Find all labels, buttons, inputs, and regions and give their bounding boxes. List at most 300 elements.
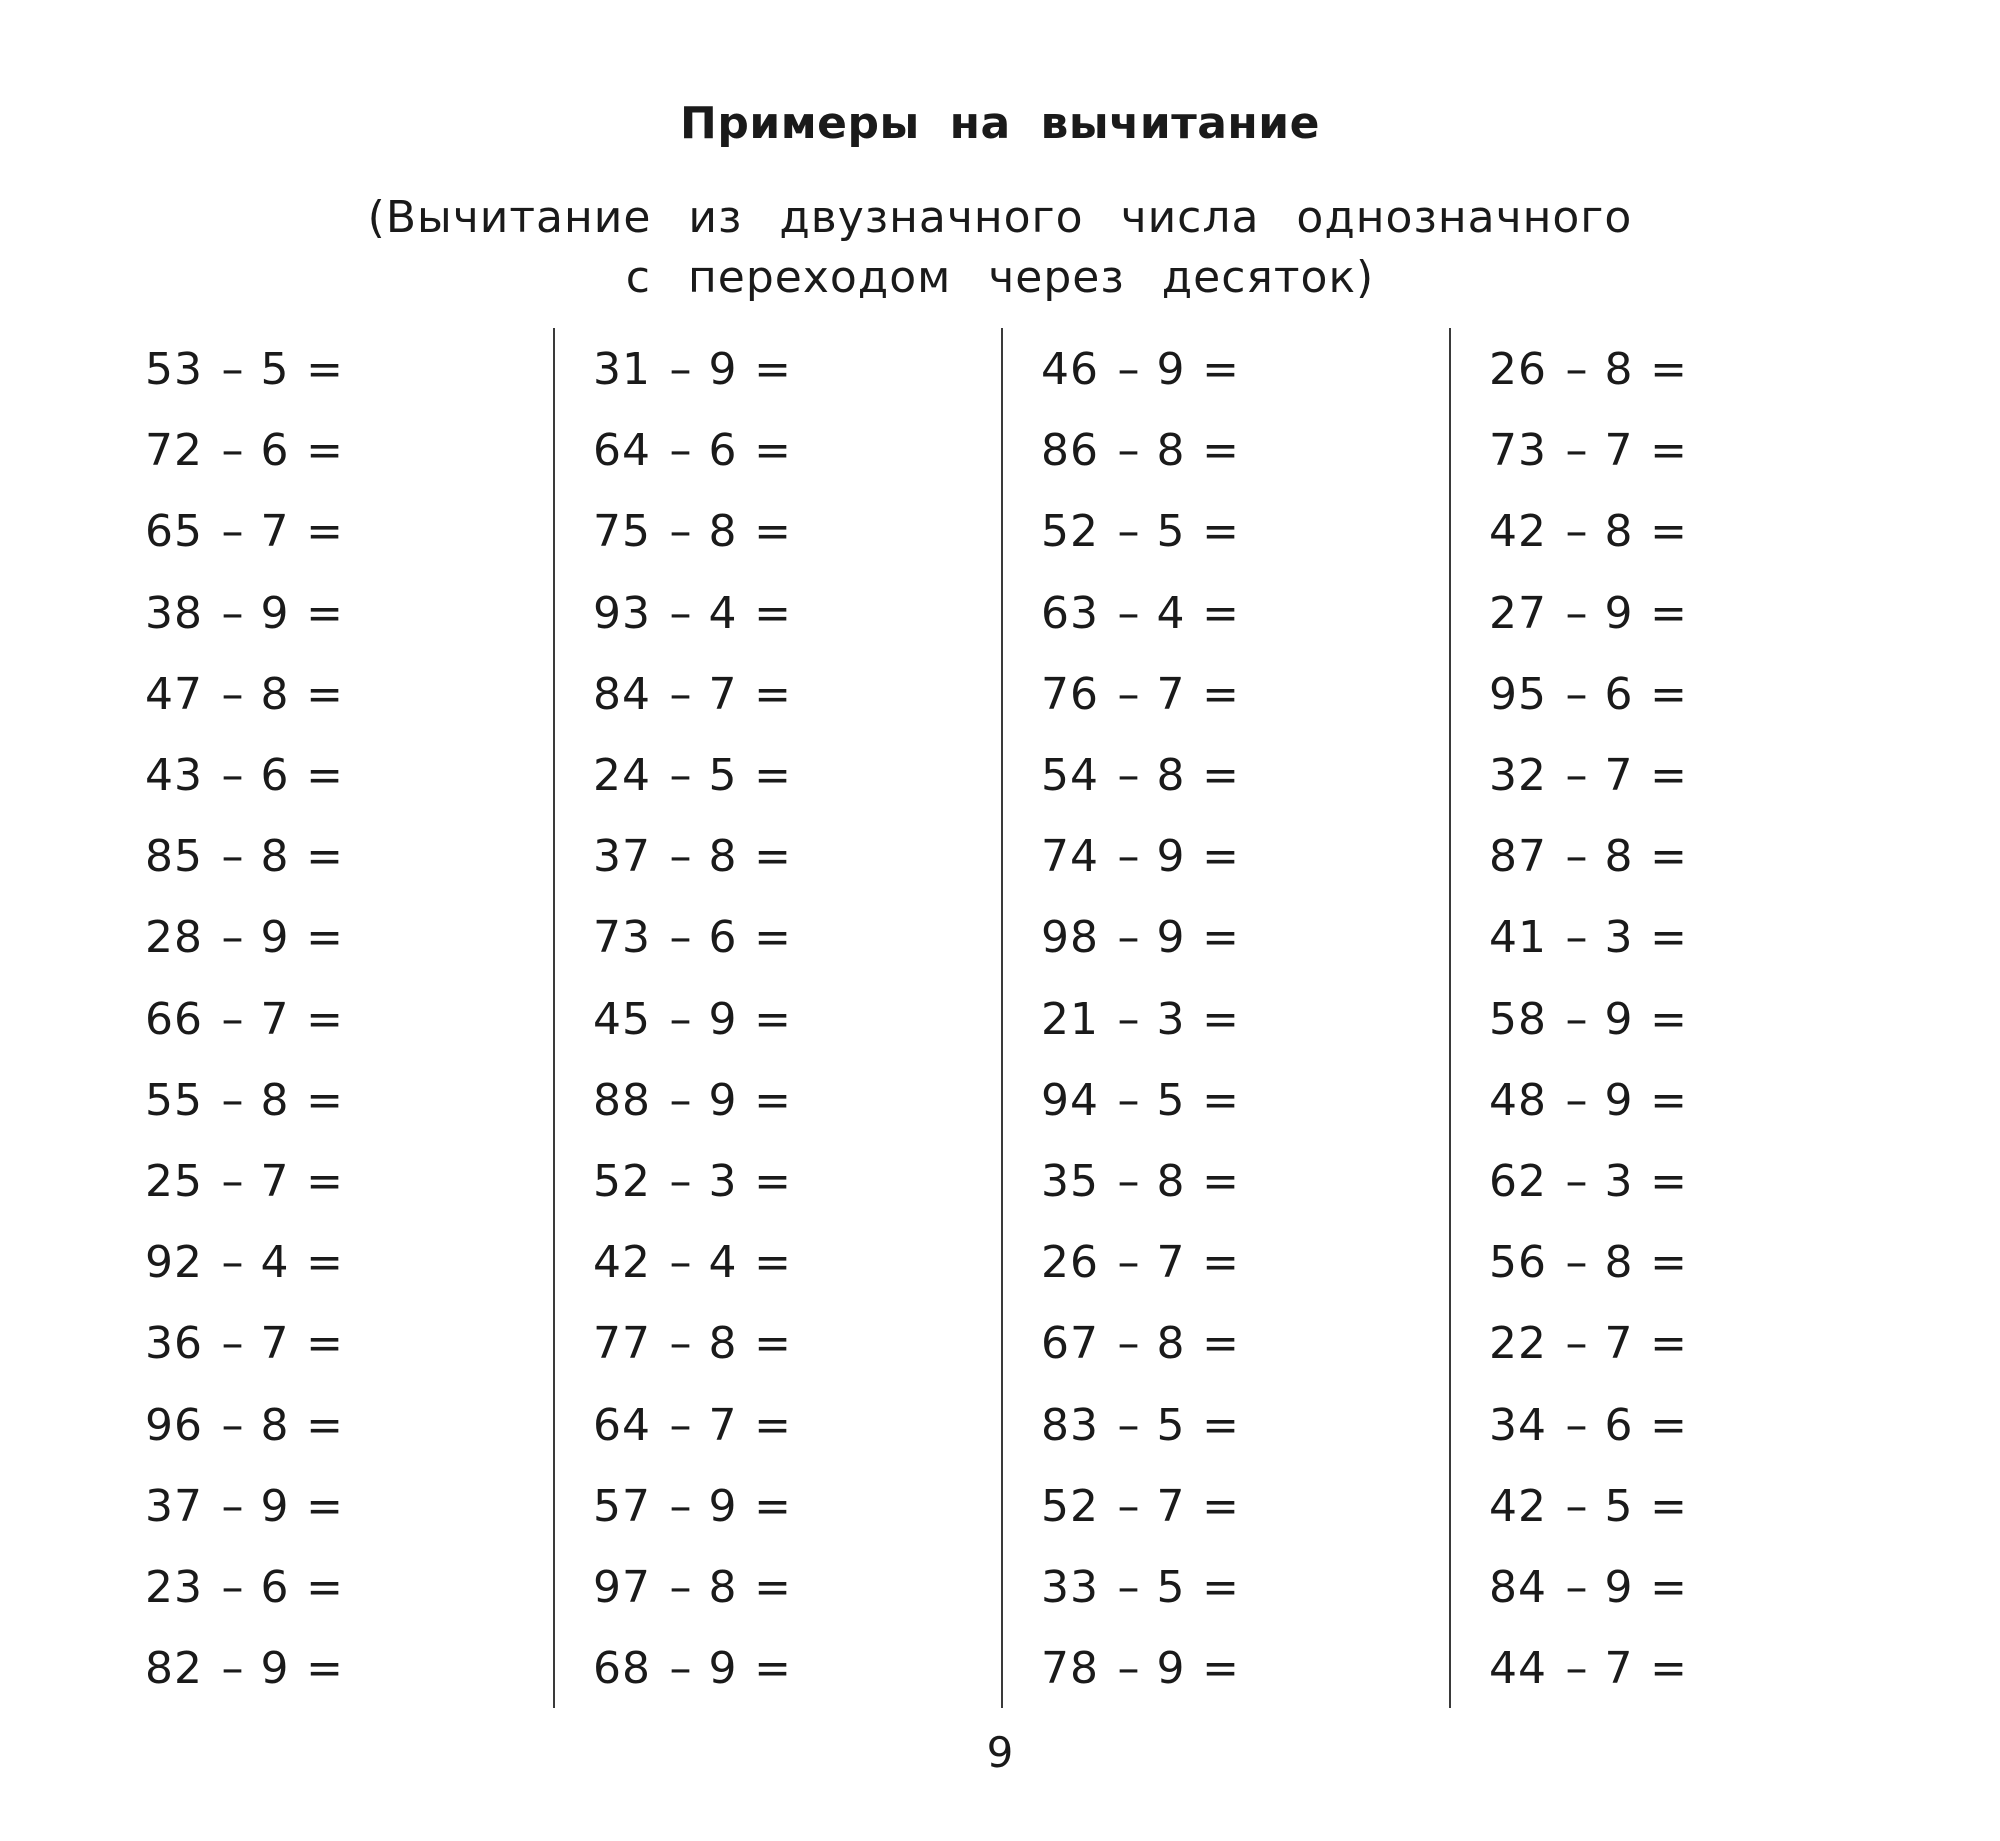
equals-sign: = bbox=[1202, 668, 1240, 720]
minuend: 64 bbox=[593, 425, 651, 477]
subtrahend: 5 bbox=[1156, 1399, 1186, 1451]
minuend: 21 bbox=[1041, 993, 1099, 1045]
minus-sign: – bbox=[1565, 587, 1589, 639]
equals-sign: = bbox=[1650, 912, 1688, 964]
minuend: 52 bbox=[1041, 1480, 1099, 1532]
subtrahend: 7 bbox=[1156, 1237, 1186, 1289]
exercise-item bbox=[1489, 1639, 1699, 1699]
minus-sign: – bbox=[221, 1074, 245, 1126]
exercise-item bbox=[1489, 827, 1699, 887]
minus-sign: – bbox=[1565, 344, 1589, 395]
subtrahend: 5 bbox=[1604, 1480, 1634, 1532]
subtrahend: 8 bbox=[1156, 425, 1186, 477]
exercise-item bbox=[1041, 1233, 1251, 1293]
equals-sign: = bbox=[1202, 425, 1240, 477]
subtrahend: 6 bbox=[1604, 668, 1634, 720]
minuend: 32 bbox=[1489, 750, 1547, 801]
minus-sign: – bbox=[669, 668, 693, 720]
minuend: 42 bbox=[1489, 1480, 1547, 1532]
subtrahend: 9 bbox=[260, 1480, 290, 1532]
subtrahend: 3 bbox=[1604, 912, 1634, 964]
minuend: 43 bbox=[145, 750, 203, 801]
minus-sign: – bbox=[1565, 1074, 1589, 1126]
subtrahend: 7 bbox=[1604, 1643, 1634, 1695]
subtrahend: 8 bbox=[708, 1318, 738, 1370]
page-number: 9 bbox=[986, 1728, 1014, 1777]
exercise-item bbox=[145, 1314, 355, 1374]
equals-sign: = bbox=[1650, 1237, 1688, 1289]
subtrahend: 5 bbox=[1156, 1074, 1186, 1126]
equals-sign: = bbox=[754, 668, 792, 720]
minuend: 84 bbox=[593, 668, 651, 720]
equals-sign: = bbox=[306, 506, 344, 558]
subtrahend: 9 bbox=[708, 344, 738, 395]
subtrahend: 7 bbox=[1604, 1318, 1634, 1370]
exercise-item bbox=[593, 584, 803, 644]
minus-sign: – bbox=[669, 1318, 693, 1370]
exercise-item bbox=[1489, 1071, 1699, 1131]
minuend: 73 bbox=[1489, 425, 1547, 477]
minus-sign: – bbox=[1565, 912, 1589, 964]
minuend: 94 bbox=[1041, 1074, 1099, 1126]
minuend: 52 bbox=[593, 1156, 651, 1207]
minus-sign: – bbox=[669, 912, 693, 964]
exercise-item bbox=[145, 990, 355, 1050]
exercise-item bbox=[1041, 1314, 1251, 1374]
exercise-item bbox=[1489, 1396, 1699, 1456]
minus-sign: – bbox=[669, 344, 693, 395]
minuend: 62 bbox=[1489, 1156, 1547, 1207]
subtrahend: 9 bbox=[1604, 993, 1634, 1045]
exercise-item bbox=[1489, 502, 1699, 562]
minuend: 37 bbox=[593, 831, 651, 883]
equals-sign: = bbox=[306, 1237, 344, 1289]
column-divider bbox=[553, 328, 555, 1708]
minus-sign: – bbox=[669, 1643, 693, 1695]
subtrahend: 7 bbox=[1604, 750, 1634, 801]
minus-sign: – bbox=[1565, 1562, 1589, 1613]
subtrahend: 7 bbox=[708, 1399, 738, 1451]
subtrahend: 8 bbox=[260, 831, 290, 883]
minuend: 42 bbox=[1489, 506, 1547, 558]
equals-sign: = bbox=[306, 1643, 344, 1695]
subtrahend: 9 bbox=[260, 587, 290, 639]
subtrahend: 8 bbox=[708, 1562, 738, 1613]
subtrahend: 9 bbox=[1604, 1074, 1634, 1126]
minuend: 88 bbox=[593, 1074, 651, 1126]
minuend: 67 bbox=[1041, 1318, 1099, 1370]
minuend: 82 bbox=[145, 1643, 203, 1695]
subtrahend: 9 bbox=[1604, 1562, 1634, 1613]
minuend: 34 bbox=[1489, 1399, 1547, 1451]
equals-sign: = bbox=[754, 1399, 792, 1451]
minuend: 26 bbox=[1041, 1237, 1099, 1289]
subtrahend: 6 bbox=[1604, 1399, 1634, 1451]
minus-sign: – bbox=[1117, 1399, 1141, 1451]
exercise-item bbox=[145, 908, 355, 968]
equals-sign: = bbox=[1650, 1074, 1688, 1126]
minuend: 76 bbox=[1041, 668, 1099, 720]
equals-sign: = bbox=[754, 912, 792, 964]
column-divider bbox=[1001, 328, 1003, 1708]
equals-sign: = bbox=[1202, 1237, 1240, 1289]
subtrahend: 8 bbox=[1604, 831, 1634, 883]
minus-sign: – bbox=[1117, 668, 1141, 720]
equals-sign: = bbox=[1650, 1643, 1688, 1695]
subtrahend: 4 bbox=[708, 587, 738, 639]
minuend: 68 bbox=[593, 1643, 651, 1695]
equals-sign: = bbox=[1650, 425, 1688, 477]
subtitle-line-2: с переходом через десяток) bbox=[625, 252, 1375, 303]
equals-sign: = bbox=[306, 750, 344, 801]
exercise-item bbox=[145, 1396, 355, 1456]
exercise-grid bbox=[0, 340, 2000, 1710]
minuend: 44 bbox=[1489, 1643, 1547, 1695]
minus-sign: – bbox=[1117, 506, 1141, 558]
subtrahend: 5 bbox=[708, 750, 738, 801]
subtrahend: 9 bbox=[708, 1643, 738, 1695]
minuend: 28 bbox=[145, 912, 203, 964]
equals-sign: = bbox=[1202, 993, 1240, 1045]
minus-sign: – bbox=[1117, 1562, 1141, 1613]
exercise-item bbox=[593, 908, 803, 968]
minuend: 37 bbox=[145, 1480, 203, 1532]
equals-sign: = bbox=[306, 1156, 344, 1207]
minus-sign: – bbox=[221, 1399, 245, 1451]
equals-sign: = bbox=[1650, 587, 1688, 639]
minus-sign: – bbox=[1117, 1643, 1141, 1695]
exercise-item bbox=[1489, 1477, 1699, 1537]
minuend: 73 bbox=[593, 912, 651, 964]
equals-sign: = bbox=[754, 1156, 792, 1207]
minuend: 22 bbox=[1489, 1318, 1547, 1370]
minuend: 53 bbox=[145, 344, 203, 395]
exercise-item bbox=[593, 1477, 803, 1537]
exercise-item bbox=[593, 1639, 803, 1699]
column-divider bbox=[1449, 328, 1451, 1708]
exercise-item bbox=[1041, 665, 1251, 725]
minus-sign: – bbox=[221, 831, 245, 883]
exercise-item bbox=[593, 340, 803, 400]
minuend: 24 bbox=[593, 750, 651, 801]
equals-sign: = bbox=[1650, 344, 1688, 395]
exercise-item bbox=[593, 1152, 803, 1212]
minuend: 72 bbox=[145, 425, 203, 477]
exercise-item bbox=[1041, 421, 1251, 481]
minus-sign: – bbox=[1117, 1074, 1141, 1126]
exercise-item bbox=[1041, 1071, 1251, 1131]
minus-sign: – bbox=[1565, 993, 1589, 1045]
equals-sign: = bbox=[1202, 587, 1240, 639]
equals-sign: = bbox=[1202, 1318, 1240, 1370]
minus-sign: – bbox=[1565, 1643, 1589, 1695]
minus-sign: – bbox=[1117, 1480, 1141, 1532]
equals-sign: = bbox=[1202, 1399, 1240, 1451]
equals-sign: = bbox=[1650, 1562, 1688, 1613]
minuend: 31 bbox=[593, 344, 651, 395]
minus-sign: – bbox=[669, 1156, 693, 1207]
minuend: 92 bbox=[145, 1237, 203, 1289]
equals-sign: = bbox=[754, 831, 792, 883]
minuend: 96 bbox=[145, 1399, 203, 1451]
minuend: 57 bbox=[593, 1480, 651, 1532]
subtrahend: 8 bbox=[260, 668, 290, 720]
equals-sign: = bbox=[306, 344, 344, 395]
exercise-item bbox=[1489, 1233, 1699, 1293]
minus-sign: – bbox=[221, 912, 245, 964]
minuend: 33 bbox=[1041, 1562, 1099, 1613]
equals-sign: = bbox=[754, 750, 792, 801]
subtrahend: 7 bbox=[1156, 668, 1186, 720]
subtrahend: 8 bbox=[1156, 1318, 1186, 1370]
page-title: Примеры на вычитание bbox=[680, 98, 1320, 149]
minus-sign: – bbox=[221, 1156, 245, 1207]
subtrahend: 8 bbox=[1156, 750, 1186, 801]
subtrahend: 7 bbox=[1604, 425, 1634, 477]
exercise-item bbox=[1041, 1477, 1251, 1537]
minus-sign: – bbox=[669, 831, 693, 883]
subtitle bbox=[0, 188, 2000, 308]
minus-sign: – bbox=[669, 750, 693, 801]
exercise-item bbox=[1489, 665, 1699, 725]
minus-sign: – bbox=[1565, 1399, 1589, 1451]
minus-sign: – bbox=[669, 587, 693, 639]
minuend: 93 bbox=[593, 587, 651, 639]
minus-sign: – bbox=[221, 668, 245, 720]
subtrahend: 5 bbox=[260, 344, 290, 395]
minus-sign: – bbox=[1565, 506, 1589, 558]
exercise-item bbox=[593, 1233, 803, 1293]
equals-sign: = bbox=[306, 1074, 344, 1126]
subtrahend: 8 bbox=[1604, 1237, 1634, 1289]
subtrahend: 7 bbox=[260, 1318, 290, 1370]
minuend: 54 bbox=[1041, 750, 1099, 801]
minus-sign: – bbox=[1565, 1237, 1589, 1289]
exercise-item bbox=[1489, 584, 1699, 644]
equals-sign: = bbox=[306, 912, 344, 964]
subtrahend: 5 bbox=[1156, 506, 1186, 558]
subtrahend: 9 bbox=[708, 1074, 738, 1126]
exercise-item bbox=[1041, 340, 1251, 400]
minuend: 23 bbox=[145, 1562, 203, 1613]
minus-sign: – bbox=[669, 1399, 693, 1451]
equals-sign: = bbox=[306, 831, 344, 883]
subtrahend: 4 bbox=[1156, 587, 1186, 639]
minus-sign: – bbox=[669, 425, 693, 477]
minus-sign: – bbox=[1117, 750, 1141, 801]
minus-sign: – bbox=[1565, 1156, 1589, 1207]
minus-sign: – bbox=[1117, 831, 1141, 883]
subtrahend: 8 bbox=[708, 831, 738, 883]
exercise-item bbox=[593, 746, 803, 806]
subtrahend: 5 bbox=[1156, 1562, 1186, 1613]
equals-sign: = bbox=[1202, 750, 1240, 801]
minus-sign: – bbox=[221, 1643, 245, 1695]
minus-sign: – bbox=[1565, 425, 1589, 477]
minuend: 38 bbox=[145, 587, 203, 639]
subtrahend: 6 bbox=[708, 425, 738, 477]
minuend: 35 bbox=[1041, 1156, 1099, 1207]
equals-sign: = bbox=[1202, 1643, 1240, 1695]
equals-sign: = bbox=[1650, 1480, 1688, 1532]
subtrahend: 6 bbox=[260, 1562, 290, 1613]
equals-sign: = bbox=[1202, 1156, 1240, 1207]
subtrahend: 9 bbox=[260, 1643, 290, 1695]
equals-sign: = bbox=[754, 1318, 792, 1370]
minuend: 36 bbox=[145, 1318, 203, 1370]
minuend: 45 bbox=[593, 993, 651, 1045]
minus-sign: – bbox=[1565, 750, 1589, 801]
equals-sign: = bbox=[754, 1562, 792, 1613]
exercise-item bbox=[145, 746, 355, 806]
minus-sign: – bbox=[221, 750, 245, 801]
equals-sign: = bbox=[754, 587, 792, 639]
exercise-item bbox=[145, 1558, 355, 1618]
exercise-item bbox=[593, 665, 803, 725]
exercise-item bbox=[1041, 502, 1251, 562]
equals-sign: = bbox=[306, 1318, 344, 1370]
exercise-item bbox=[593, 827, 803, 887]
equals-sign: = bbox=[306, 668, 344, 720]
subtrahend: 9 bbox=[708, 993, 738, 1045]
equals-sign: = bbox=[1650, 993, 1688, 1045]
minus-sign: – bbox=[221, 1562, 245, 1613]
minuend: 52 bbox=[1041, 506, 1099, 558]
minuend: 97 bbox=[593, 1562, 651, 1613]
equals-sign: = bbox=[1202, 344, 1240, 395]
subtrahend: 7 bbox=[260, 1156, 290, 1207]
subtrahend: 7 bbox=[708, 668, 738, 720]
minuend: 66 bbox=[145, 993, 203, 1045]
minus-sign: – bbox=[221, 425, 245, 477]
exercise-item bbox=[1489, 1314, 1699, 1374]
equals-sign: = bbox=[306, 587, 344, 639]
exercise-item bbox=[145, 665, 355, 725]
subtrahend: 9 bbox=[708, 1480, 738, 1532]
equals-sign: = bbox=[754, 993, 792, 1045]
exercise-item bbox=[593, 1558, 803, 1618]
subtrahend: 3 bbox=[1604, 1156, 1634, 1207]
equals-sign: = bbox=[1202, 506, 1240, 558]
minus-sign: – bbox=[669, 1237, 693, 1289]
subtrahend: 9 bbox=[1156, 831, 1186, 883]
minus-sign: – bbox=[221, 993, 245, 1045]
equals-sign: = bbox=[1650, 668, 1688, 720]
equals-sign: = bbox=[1650, 750, 1688, 801]
equals-sign: = bbox=[306, 1480, 344, 1532]
exercise-item bbox=[145, 340, 355, 400]
minus-sign: – bbox=[221, 1237, 245, 1289]
exercise-item bbox=[1489, 421, 1699, 481]
minus-sign: – bbox=[669, 1074, 693, 1126]
exercise-item bbox=[593, 1071, 803, 1131]
minus-sign: – bbox=[1117, 912, 1141, 964]
minuend: 46 bbox=[1041, 344, 1099, 395]
minus-sign: – bbox=[221, 1318, 245, 1370]
minuend: 25 bbox=[145, 1156, 203, 1207]
minuend: 83 bbox=[1041, 1399, 1099, 1451]
equals-sign: = bbox=[1202, 831, 1240, 883]
exercise-item bbox=[593, 990, 803, 1050]
minuend: 56 bbox=[1489, 1237, 1547, 1289]
minuend: 58 bbox=[1489, 993, 1547, 1045]
minus-sign: – bbox=[1117, 1318, 1141, 1370]
minus-sign: – bbox=[1117, 425, 1141, 477]
exercise-item bbox=[1041, 908, 1251, 968]
minuend: 63 bbox=[1041, 587, 1099, 639]
minus-sign: – bbox=[1117, 344, 1141, 395]
subtrahend: 9 bbox=[1156, 912, 1186, 964]
exercise-item bbox=[1041, 990, 1251, 1050]
exercise-item bbox=[145, 502, 355, 562]
minuend: 75 bbox=[593, 506, 651, 558]
equals-sign: = bbox=[1202, 1074, 1240, 1126]
subtrahend: 8 bbox=[1604, 344, 1634, 395]
minus-sign: – bbox=[669, 506, 693, 558]
exercise-item bbox=[1489, 908, 1699, 968]
minuend: 84 bbox=[1489, 1562, 1547, 1613]
exercise-item bbox=[145, 827, 355, 887]
exercise-item bbox=[1489, 1558, 1699, 1618]
subtrahend: 3 bbox=[708, 1156, 738, 1207]
equals-sign: = bbox=[1650, 1399, 1688, 1451]
subtrahend: 9 bbox=[1156, 1643, 1186, 1695]
minuend: 48 bbox=[1489, 1074, 1547, 1126]
minus-sign: – bbox=[669, 1562, 693, 1613]
minuend: 77 bbox=[593, 1318, 651, 1370]
subtrahend: 7 bbox=[260, 506, 290, 558]
minus-sign: – bbox=[1565, 831, 1589, 883]
equals-sign: = bbox=[1650, 506, 1688, 558]
subtrahend: 6 bbox=[260, 750, 290, 801]
exercise-item bbox=[1041, 1639, 1251, 1699]
minus-sign: – bbox=[1565, 1318, 1589, 1370]
minus-sign: – bbox=[669, 993, 693, 1045]
subtrahend: 8 bbox=[1604, 506, 1634, 558]
equals-sign: = bbox=[1202, 1562, 1240, 1613]
minuend: 47 bbox=[145, 668, 203, 720]
subtrahend: 8 bbox=[260, 1074, 290, 1126]
subtrahend: 8 bbox=[260, 1399, 290, 1451]
minuend: 98 bbox=[1041, 912, 1099, 964]
minus-sign: – bbox=[1565, 668, 1589, 720]
exercise-item bbox=[1041, 1152, 1251, 1212]
equals-sign: = bbox=[754, 1074, 792, 1126]
equals-sign: = bbox=[754, 1643, 792, 1695]
exercise-item bbox=[1041, 1558, 1251, 1618]
exercise-item bbox=[1489, 1152, 1699, 1212]
exercise-item bbox=[145, 421, 355, 481]
exercise-item bbox=[145, 1152, 355, 1212]
exercise-item bbox=[1041, 746, 1251, 806]
minuend: 74 bbox=[1041, 831, 1099, 883]
exercise-item bbox=[593, 421, 803, 481]
exercise-item bbox=[1489, 990, 1699, 1050]
minuend: 78 bbox=[1041, 1643, 1099, 1695]
exercise-item bbox=[1041, 827, 1251, 887]
equals-sign: = bbox=[1650, 1318, 1688, 1370]
equals-sign: = bbox=[306, 993, 344, 1045]
exercise-item bbox=[1041, 1396, 1251, 1456]
equals-sign: = bbox=[1202, 1480, 1240, 1532]
subtrahend: 7 bbox=[1156, 1480, 1186, 1532]
minus-sign: – bbox=[221, 1480, 245, 1532]
minuend: 64 bbox=[593, 1399, 651, 1451]
minus-sign: – bbox=[1117, 993, 1141, 1045]
exercise-item bbox=[1489, 746, 1699, 806]
subtrahend: 9 bbox=[1604, 587, 1634, 639]
equals-sign: = bbox=[306, 425, 344, 477]
